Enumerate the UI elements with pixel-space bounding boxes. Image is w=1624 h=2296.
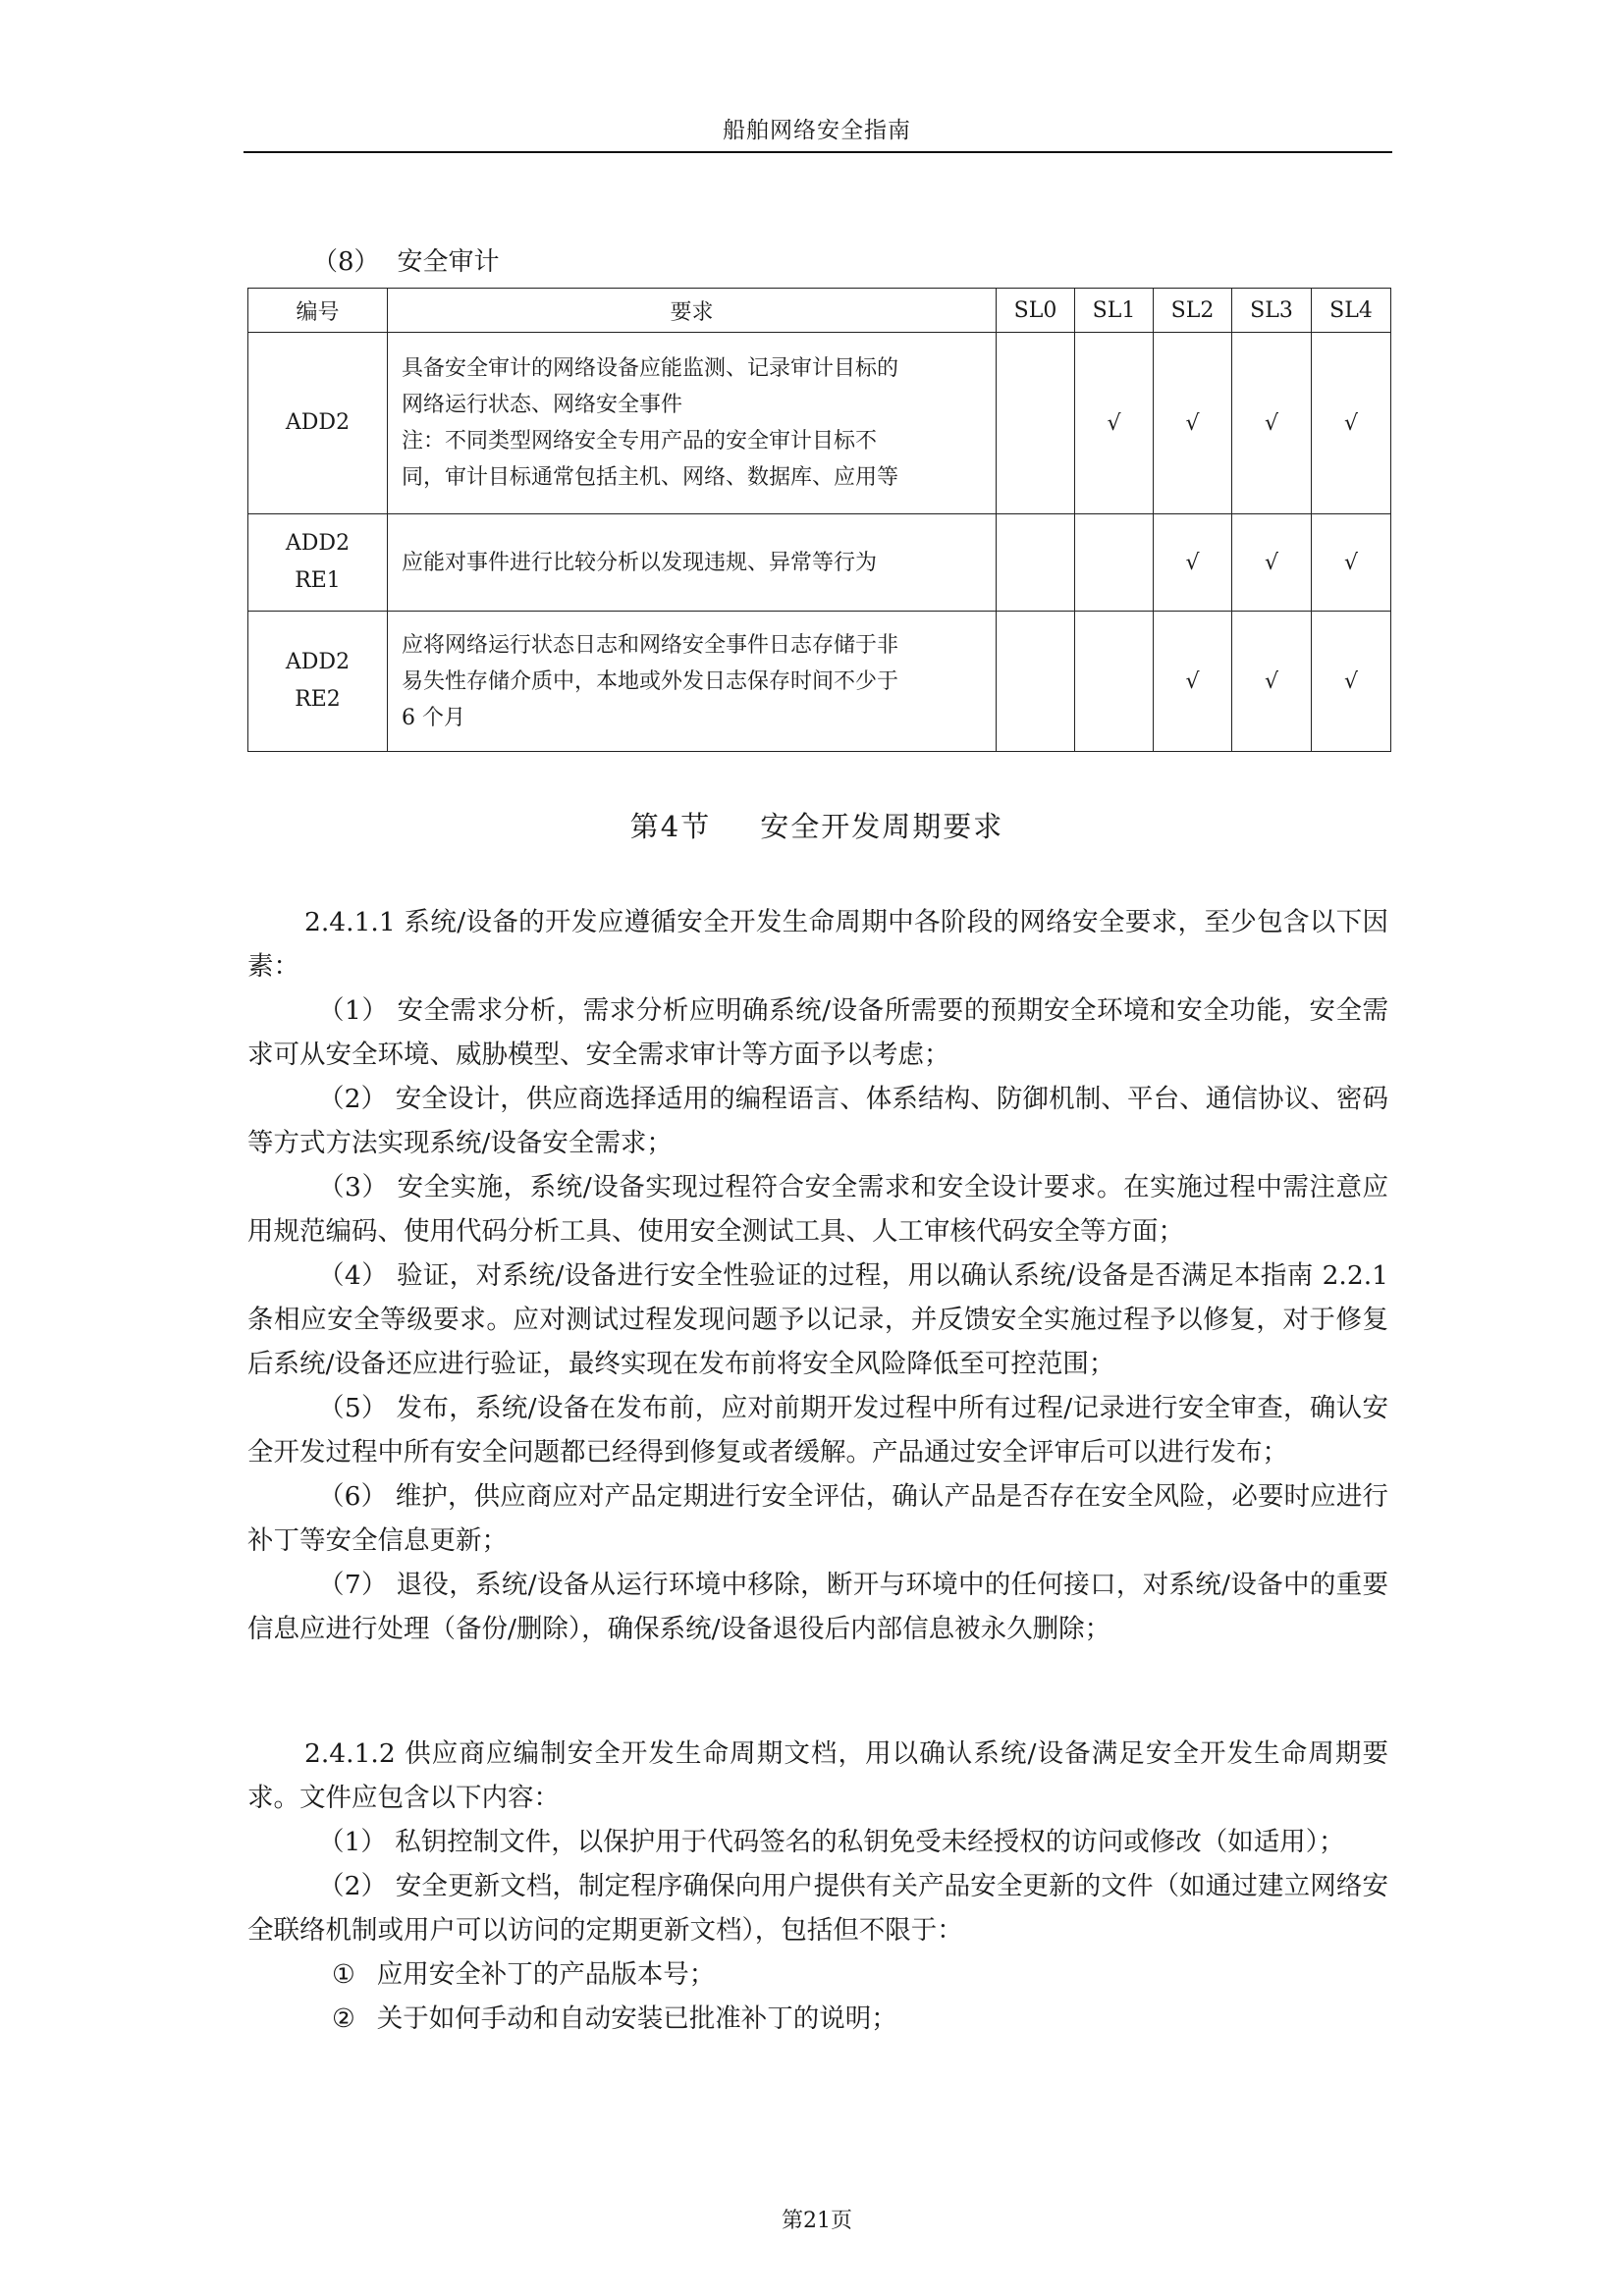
col-header-id: 编号 (248, 289, 388, 333)
clause-item: （6） 维护，供应商应对产品定期进行安全评估，确认产品是否存在安全风险，必要时应进行补丁等安全信息更新； (247, 1481, 1388, 1556)
sl1-cell (1075, 612, 1154, 752)
col-header-sl3: SL3 (1232, 289, 1312, 333)
row-id-line: RE1 (295, 568, 341, 593)
requirement-cell (388, 612, 997, 752)
security-audit-table (247, 288, 1391, 752)
section-number: 第4节 (629, 810, 712, 843)
section-heading (244, 807, 1390, 846)
table-caption-number: （8） (312, 247, 380, 277)
running-header: 船舶网络安全指南 (723, 118, 911, 143)
clause-item: （1） 私钥控制文件，以保护用于代码签名的私钥免受未经授权的访问或修改（如适用）； (318, 1827, 1345, 1857)
subitem-text: 关于如何手动和自动安装已批准补丁的说明； (376, 2003, 897, 2034)
clause-subitem (247, 1952, 1388, 1997)
row-id-cell (248, 333, 388, 514)
col-header-sl1: SL1 (1075, 289, 1154, 333)
clause-item: （5） 发布，系统/设备在发布前，应对前期开发过程中所有过程/记录进行安全审查，确认安全开发过程中所有安全问题都已经得到修复或者缓解。产品通过安全评审后可以进行发布； (247, 1393, 1388, 1468)
row-id-line: ADD2 (285, 410, 351, 435)
sl3-check-cell: √ (1232, 333, 1312, 514)
requirement-line: 应能对事件进行比较分析以发现违规、异常等行为 (402, 550, 878, 575)
requirement-line: 应将网络运行状态日志和网络安全事件日志存储于非 (402, 632, 899, 658)
subitem-number: ① (332, 1959, 355, 1990)
sl2-check-cell: √ (1154, 514, 1232, 612)
sl0-cell (997, 333, 1075, 514)
sl4-check-cell: √ (1312, 514, 1391, 612)
sl3-check-cell: √ (1232, 514, 1312, 612)
requirement-line: 注：不同类型网络安全专用产品的安全审计目标不 (402, 429, 878, 454)
clause-item: （7） 退役，系统/设备从运行环境中移除，断开与环境中的任何接口，对系统/设备中的重要信息应进行处理（备份/删除），确保系统/设备退役后内部信息被永久删除； (247, 1570, 1388, 1644)
clause-subitem (247, 1997, 1388, 2041)
row-id-cell (248, 514, 388, 612)
table-row (248, 612, 1391, 752)
sl1-check-cell: √ (1075, 333, 1154, 514)
sl2-check-cell: √ (1154, 333, 1232, 514)
requirement-line: 易失性存储介质中，本地或外发日志保存时间不少于 (402, 668, 899, 694)
sl4-check-cell: √ (1312, 333, 1391, 514)
row-id-line: RE2 (295, 687, 341, 712)
sl1-cell (1075, 514, 1154, 612)
row-id-line: ADD2 (285, 650, 351, 674)
requirement-line: 同，审计目标通常包括主机、网络、数据库、应用等 (402, 465, 899, 490)
table-row (248, 514, 1391, 612)
sl0-cell (997, 514, 1075, 612)
table-row (248, 333, 1391, 514)
sl0-cell (997, 612, 1075, 752)
sl4-check-cell: √ (1312, 612, 1391, 752)
clause-item: （1） 安全需求分析，需求分析应明确系统/设备所需要的预期安全环境和安全功能，安全需求可从安全环境、威胁模型、安全需求审计等方面予以考虑； (247, 995, 1388, 1070)
col-header-sl4: SL4 (1312, 289, 1391, 333)
col-header-requirement: 要求 (388, 289, 997, 333)
table-caption (312, 245, 500, 279)
requirement-cell (388, 333, 997, 514)
clause-item: （4） 验证，对系统/设备进行安全性验证的过程，用以确认系统/设备是否满足本指南 2.2.1 条相应安全等级要求。应对测试过程发现问题予以记录，并反馈安全实施过程予以修复，对于修复后系统/设备还应进行验证，最终实现在发布前将安全风险降低至可控范围； (247, 1260, 1388, 1379)
clause-item: （3） 安全实施，系统/设备实现过程符合安全需求和安全设计要求。在实施过程中需注意应用规范编码、使用代码分析工具、使用安全测试工具、人工审核代码安全等方面； (247, 1172, 1388, 1247)
clause-item: （2） 安全更新文档，制定程序确保向用户提供有关产品安全更新的文件（如通过建立网络安全联络机制或用户可以访问的定期更新文档），包括但不限于： (247, 1871, 1388, 1946)
clause-2-4-1-1 (247, 900, 1388, 1651)
row-id-line: ADD2 (285, 531, 351, 556)
sl2-check-cell: √ (1154, 612, 1232, 752)
header-rule (244, 151, 1392, 153)
table-header-row (248, 289, 1391, 333)
page-number: 第21页 (782, 2209, 852, 2233)
clause-2-4-1-2 (247, 1732, 1388, 2041)
clause-intro: 2.4.1.1 系统/设备的开发应遵循安全开发生命周期中各阶段的网络安全要求，至少包含以下因素： (247, 907, 1388, 982)
subitem-text: 应用安全补丁的产品版本号； (376, 1959, 716, 1990)
table-caption-title: 安全审计 (397, 247, 500, 277)
clause-intro: 2.4.1.2 供应商应编制安全开发生命周期文档，用以确认系统/设备满足安全开发生命周期要求。文件应包含以下内容： (247, 1738, 1388, 1813)
sl3-check-cell: √ (1232, 612, 1312, 752)
clause-item: （2） 安全设计，供应商选择适用的编程语言、体系结构、防御机制、平台、通信协议、密码等方式方法实现系统/设备安全需求； (247, 1084, 1388, 1158)
requirement-line: 网络运行状态、网络安全事件 (402, 393, 683, 417)
row-id-cell (248, 612, 388, 752)
col-header-sl2: SL2 (1154, 289, 1232, 333)
requirement-line: 具备安全审计的网络设备应能监测、记录审计目标的 (402, 356, 899, 381)
section-title: 安全开发周期要求 (760, 810, 1004, 843)
requirement-line: 6 个月 (402, 705, 465, 730)
col-header-sl0: SL0 (997, 289, 1075, 333)
subitem-number: ② (332, 2003, 355, 2034)
requirement-cell (388, 514, 997, 612)
